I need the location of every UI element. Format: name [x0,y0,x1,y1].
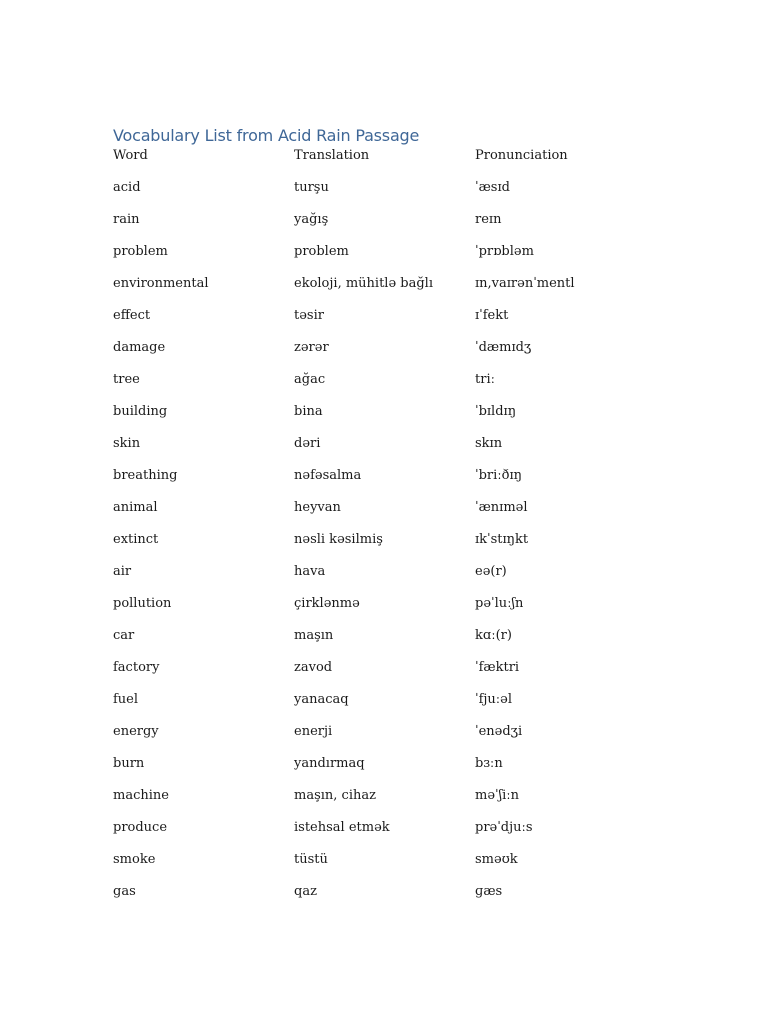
table-row [113,820,673,852]
table-row [113,340,673,372]
vocab-translation: qaz [294,884,317,899]
vocabulary-table-body [113,180,673,916]
table-row [113,692,673,724]
vocab-translation: hava [294,564,326,579]
vocab-word: factory [113,660,160,675]
vocab-pronunciation: reɪn [475,212,502,227]
vocab-word: rain [113,212,140,227]
table-row [113,468,673,500]
vocab-pronunciation: ˈæsɪd [475,180,510,195]
vocab-translation: maşın [294,628,334,643]
vocab-word: breathing [113,468,178,483]
vocab-pronunciation: ˈdæmɪdʒ [475,340,532,355]
vocab-pronunciation: ˈænɪməl [475,500,528,515]
vocab-translation: zərər [294,340,329,355]
vocab-translation: enerji [294,724,333,739]
table-row [113,372,673,404]
vocab-pronunciation: məˈʃiːn [475,788,520,803]
table-row [113,180,673,212]
vocab-word: fuel [113,692,139,707]
vocab-pronunciation: ɪˈfekt [475,308,509,323]
vocab-pronunciation: ɪkˈstɪŋkt [475,532,529,547]
vocab-word: smoke [113,852,156,867]
table-row [113,564,673,596]
table-row [113,436,673,468]
vocab-translation: yanacaq [294,692,349,707]
table-header-row [113,148,673,180]
vocab-word: building [113,404,168,419]
vocab-word: produce [113,820,168,835]
table-row [113,500,673,532]
vocab-translation: turşu [294,180,329,195]
column-header-pronunciation: Pronunciation [475,148,568,163]
vocab-pronunciation: ˈbɪldɪŋ [475,404,517,419]
table-row [113,404,673,436]
table-row [113,596,673,628]
vocab-translation: zavod [294,660,333,675]
vocab-word: air [113,564,132,579]
vocab-pronunciation: triː [475,372,495,387]
table-row [113,276,673,308]
vocab-translation: yandırmaq [294,756,365,771]
table-row [113,212,673,244]
vocab-pronunciation: bɜːn [475,756,503,771]
vocab-word: pollution [113,596,172,611]
vocab-translation: problem [294,244,349,259]
vocab-word: gas [113,884,136,899]
document-page [113,124,673,916]
vocab-translation: nəfəsalma [294,468,362,483]
vocab-word: skin [113,436,141,451]
vocab-translation: nəsli kəsilmiş [294,532,383,547]
table-row [113,884,673,916]
vocab-word: acid [113,180,141,195]
vocab-translation: bina [294,404,323,419]
column-header-word: Word [113,148,148,163]
table-row [113,724,673,756]
vocab-word: energy [113,724,159,739]
vocab-word: machine [113,788,169,803]
vocab-translation: ağac [294,372,326,387]
vocab-translation: istehsal etmək [294,820,390,835]
vocab-pronunciation: sməʊk [475,852,518,867]
vocab-word: effect [113,308,151,323]
table-row [113,532,673,564]
table-row [113,788,673,820]
vocab-pronunciation: eə(r) [475,564,507,579]
document-title: Vocabulary List from Acid Rain Passage [113,126,420,145]
table-row [113,756,673,788]
vocab-word: tree [113,372,140,387]
table-row [113,660,673,692]
vocab-word: car [113,628,135,643]
column-header-translation: Translation [294,148,370,163]
vocab-pronunciation: ˈfjuːəl [475,692,513,707]
table-row [113,852,673,884]
vocab-translation: təsir [294,308,324,323]
vocab-pronunciation: ˈprɒbləm [475,244,534,259]
vocab-pronunciation: ˈenədʒi [475,724,523,739]
vocab-word: animal [113,500,158,515]
vocab-pronunciation: kɑː(r) [475,628,512,643]
vocab-pronunciation: pəˈluːʃn [475,596,524,611]
table-row [113,244,673,276]
vocab-translation: dəri [294,436,321,451]
vocab-pronunciation: ˈfæktri [475,660,520,675]
vocab-translation: ekoloji, mühitlə bağlı [294,276,433,291]
vocab-word: damage [113,340,166,355]
vocab-translation: çirklənmə [294,596,360,611]
vocab-translation: maşın, cihaz [294,788,376,803]
vocab-pronunciation: ɡæs [475,884,503,899]
vocab-pronunciation: prəˈdjuːs [475,820,533,835]
vocab-pronunciation: skɪn [475,436,503,451]
vocab-word: extinct [113,532,159,547]
table-row [113,628,673,660]
vocab-word: burn [113,756,145,771]
table-row [113,308,673,340]
vocab-pronunciation: ɪn,vaɪrənˈmentl [475,276,575,291]
vocab-pronunciation: ˈbriːðɪŋ [475,468,523,483]
vocab-translation: tüstü [294,852,328,867]
vocab-word: environmental [113,276,209,291]
vocab-translation: yağış [294,212,329,227]
vocab-translation: heyvan [294,500,341,515]
vocab-word: problem [113,244,168,259]
